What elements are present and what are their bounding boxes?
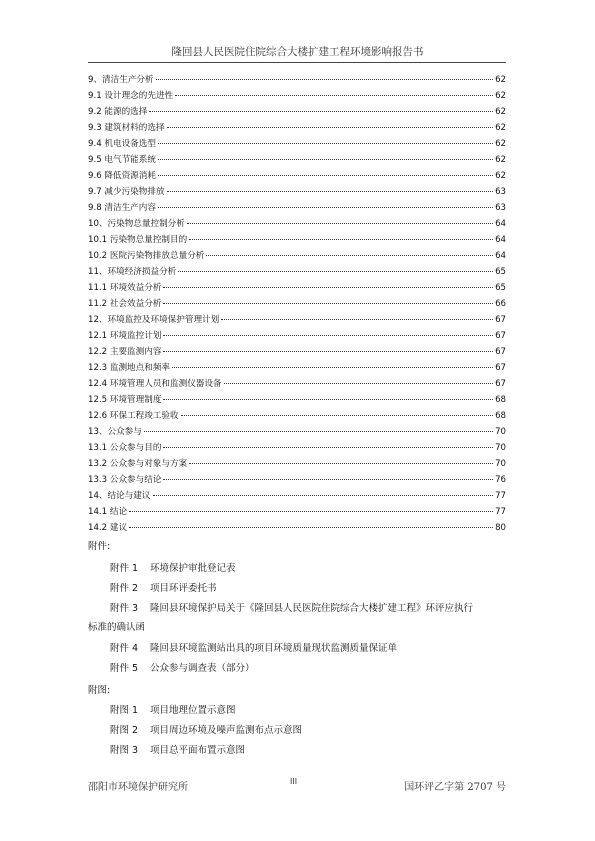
toc-entry-page: 70 (495, 459, 506, 469)
toc-entry[interactable] (88, 233, 506, 249)
toc-entry-page: 62 (495, 139, 506, 149)
toc-dot-leader (206, 255, 493, 256)
attachment-text: 项目环评委托书 (150, 583, 217, 594)
toc-entry[interactable] (88, 153, 506, 169)
figure-label: 附图 3 (110, 745, 139, 756)
toc-dot-leader (163, 479, 493, 480)
toc-entry[interactable] (88, 89, 506, 105)
attachment-text: 隆回县环境保护局关于《隆回县人民医院住院综合大楼扩建工程》环评应执行 (150, 603, 474, 614)
toc-entry[interactable] (88, 121, 506, 137)
toc-entry-title: 10、污染物总量控制分析 (88, 219, 185, 229)
toc-entry-title: 9.3 建筑材料的选择 (88, 123, 165, 133)
toc-dot-leader (175, 95, 493, 96)
attachment-label: 附件 3 (110, 603, 139, 614)
figures-heading: 附图: (88, 685, 111, 696)
toc-dot-leader (163, 335, 493, 336)
toc-entry[interactable] (88, 457, 506, 473)
toc-dot-leader (129, 527, 493, 528)
toc-entry-title: 14.1 结论 (88, 507, 128, 517)
toc-entry[interactable] (88, 521, 506, 537)
toc-entry[interactable] (88, 377, 506, 393)
attachment-text: 环境保护审批登记表 (150, 563, 236, 574)
toc-entry-title: 9.1 设计理念的先进性 (88, 91, 174, 101)
toc-entry-page: 67 (495, 331, 506, 341)
toc-entry-page: 68 (495, 395, 506, 405)
toc-entry-page: 67 (495, 363, 506, 373)
toc-dot-leader (153, 495, 494, 496)
toc-entry-title: 12.4 环境管理人员和监测仪器设备 (88, 379, 222, 389)
toc-entry-title: 9.8 清洁生产内容 (88, 203, 156, 213)
toc-entry-page: 70 (495, 443, 506, 453)
toc-entry-title: 10.2 医院污染物排放总量分析 (88, 251, 205, 261)
toc-dot-leader (149, 111, 493, 112)
toc-entry-page: 67 (495, 347, 506, 357)
toc-entry-title: 11、环境经济损益分析 (88, 267, 177, 277)
toc-dot-leader (189, 239, 493, 240)
attachment-label: 附件 5 (110, 663, 139, 674)
toc-entry[interactable] (88, 281, 506, 297)
toc-entry[interactable] (88, 393, 506, 409)
toc-entry-title: 9、清洁生产分析 (88, 75, 154, 85)
table-of-contents (88, 73, 506, 537)
attachment-item-5 (110, 660, 255, 674)
footer-certificate-number: 国环评乙字第 2707 号 (404, 782, 506, 793)
toc-dot-leader (167, 191, 494, 192)
toc-entry-page: 63 (495, 203, 506, 213)
toc-entry-title: 12.1 环境监控计划 (88, 331, 162, 341)
toc-entry-page: 62 (495, 107, 506, 117)
toc-dot-leader (221, 319, 493, 320)
toc-entry-page: 80 (495, 523, 506, 533)
toc-entry[interactable] (88, 297, 506, 313)
toc-entry-title: 11.2 社会效益分析 (88, 299, 162, 309)
footer-page-number: III (290, 777, 298, 786)
toc-entry-title: 9.7 减少污染物排放 (88, 187, 165, 197)
toc-entry[interactable] (88, 217, 506, 233)
toc-entry-page: 62 (495, 91, 506, 101)
toc-entry-title: 10.1 污染物总量控制目的 (88, 235, 188, 245)
toc-dot-leader (163, 351, 493, 352)
toc-dot-leader (224, 383, 493, 384)
footer-organization: 邵阳市环境保护研究所 (88, 782, 188, 793)
toc-entry[interactable] (88, 313, 506, 329)
toc-entry[interactable] (88, 489, 506, 505)
toc-entry-page: 66 (495, 299, 506, 309)
attachment-label: 附件 1 (110, 563, 139, 574)
toc-entry[interactable] (88, 505, 506, 521)
toc-dot-leader (181, 415, 493, 416)
toc-entry[interactable] (88, 425, 506, 441)
toc-entry[interactable] (88, 361, 506, 377)
attachment-item-3 (110, 600, 473, 614)
figure-item-1 (110, 702, 236, 716)
figure-item-2 (110, 722, 302, 736)
attachment-label: 附件 4 (110, 643, 139, 654)
attachment-item-4 (110, 640, 397, 654)
toc-entry-title: 9.2 能源的选择 (88, 107, 148, 117)
header-divider (88, 62, 506, 63)
attachment-item-3-continuation: 标准的确认函 (88, 622, 146, 633)
attachment-item-1 (110, 560, 236, 574)
attachments-heading: 附件: (88, 541, 111, 552)
attachment-label: 附件 2 (110, 583, 139, 594)
toc-entry-title: 12、环境监控及环境保护管理计划 (88, 315, 220, 325)
toc-entry-page: 68 (495, 411, 506, 421)
attachment-text: 隆回县环境监测站出具的项目环境质量现状监测质量保证单 (150, 643, 398, 654)
toc-entry-title: 9.5 电气节能系统 (88, 155, 156, 165)
toc-entry-page: 62 (495, 123, 506, 133)
toc-entry-title: 12.6 环保工程竣工验收 (88, 411, 179, 421)
toc-entry-title: 13、公众参与 (88, 427, 142, 437)
figure-text: 项目周边环境及噪声监测布点示意图 (150, 725, 303, 736)
toc-dot-leader (158, 143, 493, 144)
toc-entry-page: 63 (495, 187, 506, 197)
toc-entry-page: 65 (495, 267, 506, 277)
figure-text: 项目总平面布置示意图 (150, 745, 246, 756)
toc-dot-leader (158, 159, 493, 160)
toc-entry[interactable] (88, 201, 506, 217)
toc-dot-leader (163, 287, 493, 288)
toc-entry-page: 64 (495, 251, 506, 261)
toc-entry-title: 12.3 监测地点和频率 (88, 363, 171, 373)
toc-entry-page: 65 (495, 283, 506, 293)
toc-entry-page: 62 (495, 75, 506, 85)
toc-entry-title: 11.1 环境效益分析 (88, 283, 162, 293)
toc-entry-page: 77 (495, 507, 506, 517)
toc-entry-page: 70 (495, 427, 506, 437)
toc-entry-title: 13.3 公众参与结论 (88, 475, 162, 485)
toc-entry-title: 12.2 主要监测内容 (88, 347, 162, 357)
toc-entry[interactable] (88, 105, 506, 121)
toc-entry-page: 77 (495, 491, 506, 501)
toc-entry-page: 67 (495, 379, 506, 389)
figure-label: 附图 2 (110, 725, 139, 736)
figure-text: 项目地理位置示意图 (150, 705, 236, 716)
toc-entry[interactable] (88, 441, 506, 457)
toc-dot-leader (129, 511, 493, 512)
toc-dot-leader (187, 223, 493, 224)
figure-label: 附图 1 (110, 705, 139, 716)
toc-dot-leader (167, 127, 494, 128)
toc-dot-leader (158, 207, 493, 208)
toc-entry-page: 76 (495, 475, 506, 485)
attachment-item-2 (110, 580, 217, 594)
toc-entry-page: 64 (495, 219, 506, 229)
toc-entry[interactable] (88, 329, 506, 345)
toc-entry-title: 13.1 公众参与目的 (88, 443, 162, 453)
toc-dot-leader (163, 399, 493, 400)
toc-entry-title: 14、结论与建议 (88, 491, 151, 501)
toc-dot-leader (189, 463, 493, 464)
toc-dot-leader (158, 175, 493, 176)
toc-dot-leader (156, 79, 493, 80)
toc-entry[interactable] (88, 249, 506, 265)
toc-entry[interactable] (88, 73, 506, 89)
toc-entry[interactable] (88, 169, 506, 185)
toc-entry[interactable] (88, 473, 506, 489)
toc-entry-page: 64 (495, 235, 506, 245)
toc-entry-title: 9.4 机电设备选型 (88, 139, 156, 149)
toc-entry-title: 13.2 公众参与对象与方案 (88, 459, 188, 469)
toc-dot-leader (163, 303, 493, 304)
toc-entry[interactable] (88, 185, 506, 201)
toc-dot-leader (172, 367, 493, 368)
figure-item-3 (110, 742, 245, 756)
toc-dot-leader (144, 431, 493, 432)
toc-entry-title: 12.5 环境管理制度 (88, 395, 162, 405)
toc-dot-leader (163, 447, 493, 448)
toc-entry-title: 14.2 建议 (88, 523, 128, 533)
page-header-title: 隆回县人民医院住院综合大楼扩建工程环境影响报告书 (171, 46, 424, 58)
toc-entry[interactable] (88, 265, 506, 281)
toc-entry-page: 62 (495, 171, 506, 181)
toc-entry-title: 9.6 降低资源消耗 (88, 171, 156, 181)
toc-entry[interactable] (88, 409, 506, 425)
toc-entry-page: 67 (495, 315, 506, 325)
toc-dot-leader (178, 271, 493, 272)
toc-entry[interactable] (88, 345, 506, 361)
toc-entry[interactable] (88, 137, 506, 153)
toc-entry-page: 62 (495, 155, 506, 165)
attachment-text: 公众参与调查表（部分） (150, 663, 255, 674)
